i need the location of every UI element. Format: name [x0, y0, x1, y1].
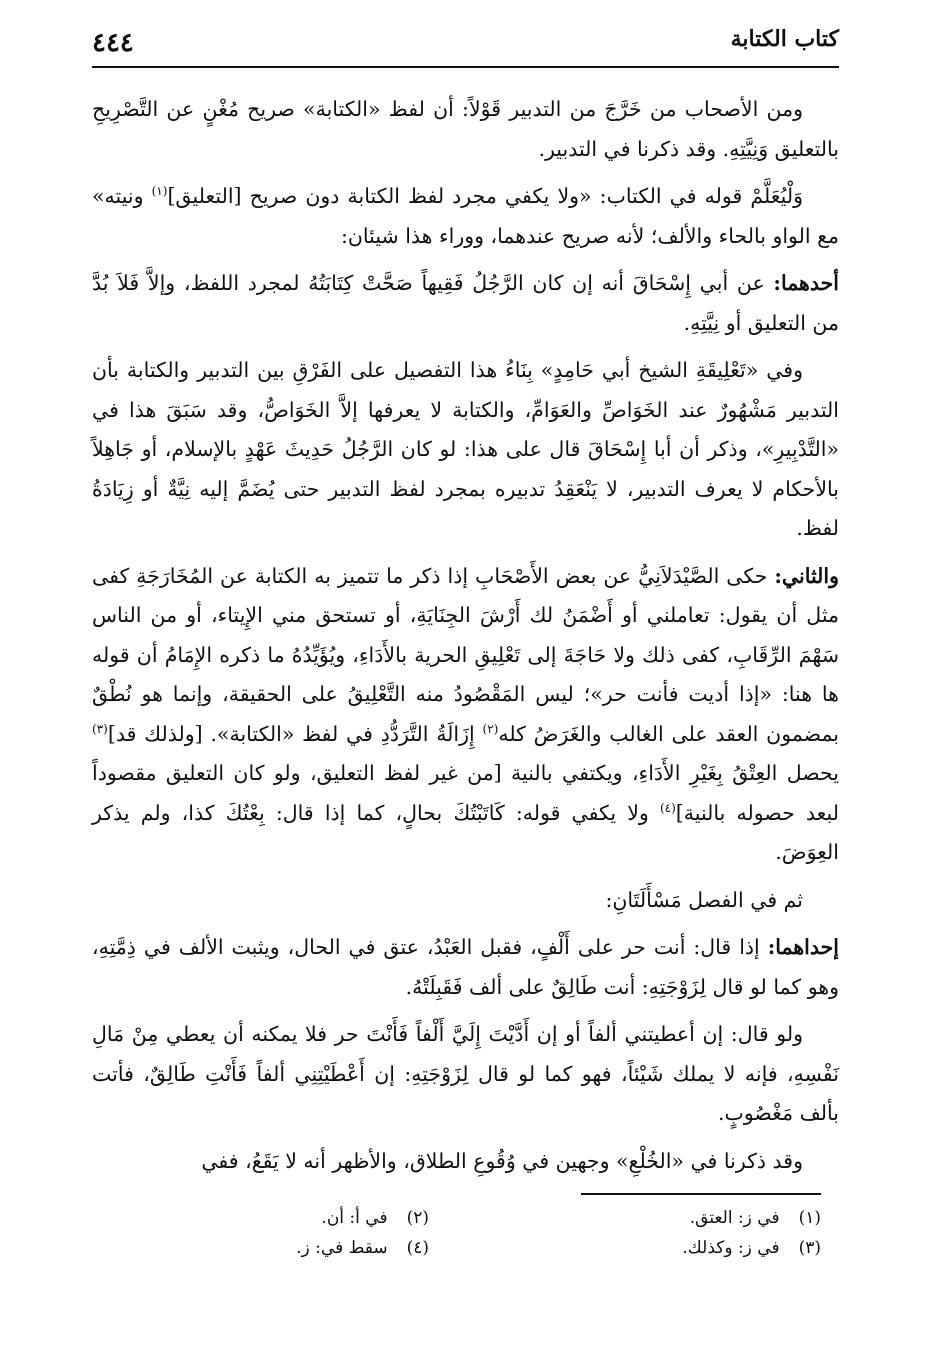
book-title: كتاب الكتابة	[730, 26, 839, 52]
paragraph-5-lead: والثاني:	[774, 563, 839, 588]
footnote-ref-2[interactable]: (٢)	[482, 721, 499, 736]
footnote-number: (١)	[798, 1208, 821, 1228]
footnote-number: (٣)	[798, 1238, 821, 1258]
paragraph-2-tail: ونيته» مع الواو بالحاء والألف؛ لأنه صريح عندهما، ووراء هذا شيئان:	[92, 184, 839, 248]
paragraph-3	[92, 264, 839, 343]
footnote-ref-4[interactable]: (٤)	[659, 800, 676, 815]
paragraph-5	[92, 557, 839, 873]
paragraph-3-text: عن أبي إِسْحَاقَ أنه إن كان الرَّجُلُ فَقِيهاً صَحَّتْ كِتَابَتُهُ لمجرد اللفظ، وإلاَّ فَلاَ بُدَّ من التعليق أو نِيَّتِهِ.	[92, 271, 839, 335]
footnote-4	[296, 1233, 429, 1263]
footnote-1	[690, 1203, 821, 1233]
paragraph-3-lead: أحدهما:	[773, 271, 839, 295]
main-text	[92, 90, 839, 1189]
footnotes	[121, 1203, 821, 1263]
footnote-row	[121, 1203, 821, 1233]
paragraph-9: وقد ذكرنا في «الخُلْعِ» وجهين في وُقُوعِ الطلاق، والأظهر أنه لا يَقَعُ، ففي	[201, 1148, 803, 1173]
paragraph-2	[92, 177, 839, 256]
footnote-number: (٤)	[406, 1238, 429, 1258]
paragraph-2-text: وَلْيُعَلَّمْ قوله في الكتاب: «ولا يكفي مجرد لفظ الكتابة دون صريح [التعليق]	[167, 184, 803, 208]
footnote-ref-3[interactable]: (٣)	[92, 721, 108, 736]
footnote-text: في ز: وكذلك.	[682, 1238, 780, 1258]
paragraph-5-text-1: حكى الصَّيْدَلاَنِيُّ عن بعض الأَصْحَابِ إذا ذكر ما تتميز به الكتابة عن المُخَارَجَةِ كفى مثل أن يقول: تعاملني أو أَضْمَنُ لك أَرْشَ الجِنَايَةِ، أو تستحق مني الإِيتاء، أو من الناس سَهْمَ الرِّقَابِ، كفى ذلك ولا حَاجَةَ إلى تَعْلِيقِ الحرية بالأَدَاءِ، ويُؤَيِّدُهُ ما ذكره الإِمَامُ أن قوله ها هنا: «إذا أديت فأنت حر»؛ ليس المَقْصُودُ منه التَّعْلِيقُ على الحقيقة، وإنما هو نُطْقٌ بمضمون العقد على الغالب والغَرَضُ كله	[92, 563, 840, 746]
footnote-ref-1[interactable]: (١)	[151, 184, 168, 199]
paragraph-5-text-4: ولا يكفي قوله: كَاتَبْتُكَ بحالٍ، كما إذا قال: بِعْتُكَ كذا، ولم يذكر العِوَضَ.	[92, 800, 839, 864]
page-number: ٤٤٤	[92, 28, 134, 58]
paragraph-4: وفي «تَعْلِيقَةِ الشيخ أبي حَامِدٍ» بِنَاءُ هذا التفصيل على الفَرْقِ بين التدبير والكتابة بأن التدبير مَشْهُورٌ عند الخَوَاصِّ والعَوَامِّ، والكتابة لا يعرفها إلاَّ الخَوَاصُّ، وقد سَبَقَ هذا في «التَّدْبِيرِ»، وذكر أن أبا إِسْحَاقَ قال على هذا: لو كان الرَّجُلُ حَدِيثَ عَهْدٍ بالإسلام، أو جَاهِلاً بالأحكام لا يعرف التدبير، لا يَنْعَقِدُ تدبيره بمجرد لفظ التدبير حتى يُضَمَّ إليه نِيَّةٌ أو زِيَادَةُ لفظ.	[92, 358, 839, 540]
footnote-text: في أ: أن.	[321, 1208, 388, 1228]
paragraph-8: ولو قال: إن أعطيتني ألفاً أو إن أَدَّيْتَ إِلَيَّ أَلْفاً فَأَنْتَ حر فلا يمكنه أن يعطي مِنْ مَالِ نَفْسِهِ، فإنه لا يملك شَيْئاً، فهو كما لو قال لِزَوْجَتِهِ: إن أَعْطَيْتِنِي ألفاً فَأَنْتِ طَالِقٌ، فأتت بألف مَغْصُوبٍ.	[92, 1022, 839, 1125]
footnote-3	[682, 1233, 821, 1263]
paragraph-7	[92, 928, 839, 1007]
paragraph-5-text-3: يحصل العِتْقُ بِغَيْرِ الأَدَاءِ، ويكتفي بالنية [من غير لفظ التعليق، ولو كان التعليق مقصوداً لبعد حصوله بالنية]	[92, 761, 839, 825]
footnote-number: (٢)	[406, 1208, 429, 1228]
footnote-text: سقط في: ز.	[296, 1238, 388, 1258]
paragraph-6: ثم في الفصل مَسْأَلَتَانِ:	[605, 887, 803, 912]
footnote-2	[321, 1203, 429, 1233]
paragraph-5-text-2: إِزَالَةُ التَّرَدُّدِ في لفظ «الكتابة». [ولذلك قد]	[107, 721, 483, 746]
footnote-text: في ز: العتق.	[689, 1208, 780, 1228]
paragraph-7-text: إذا قال: أنت حر على أَلْفٍ، فقبل العَبْدُ، عتق في الحال، ويثبت الألف في ذِمَّتِهِ، وهو كما لو قال لِزَوْجَتِهِ: أنت طَالِقٌ على ألف فَقَبِلَتْهُ.	[92, 935, 839, 999]
footnote-divider	[581, 1193, 821, 1195]
paragraph-7-lead: إحداهما:	[767, 935, 839, 959]
footnote-row	[121, 1233, 821, 1263]
running-header	[92, 22, 839, 68]
paragraph-1: ومن الأصحاب من خَرَّجَ من التدبير قَوْلاً: أن لفظ «الكتابة» صريح مُغْنٍ عن التَّصْرِيحِ بالتعليق وَنِيَّتِهِ. وقد ذكرنا في التدبير.	[92, 97, 839, 161]
